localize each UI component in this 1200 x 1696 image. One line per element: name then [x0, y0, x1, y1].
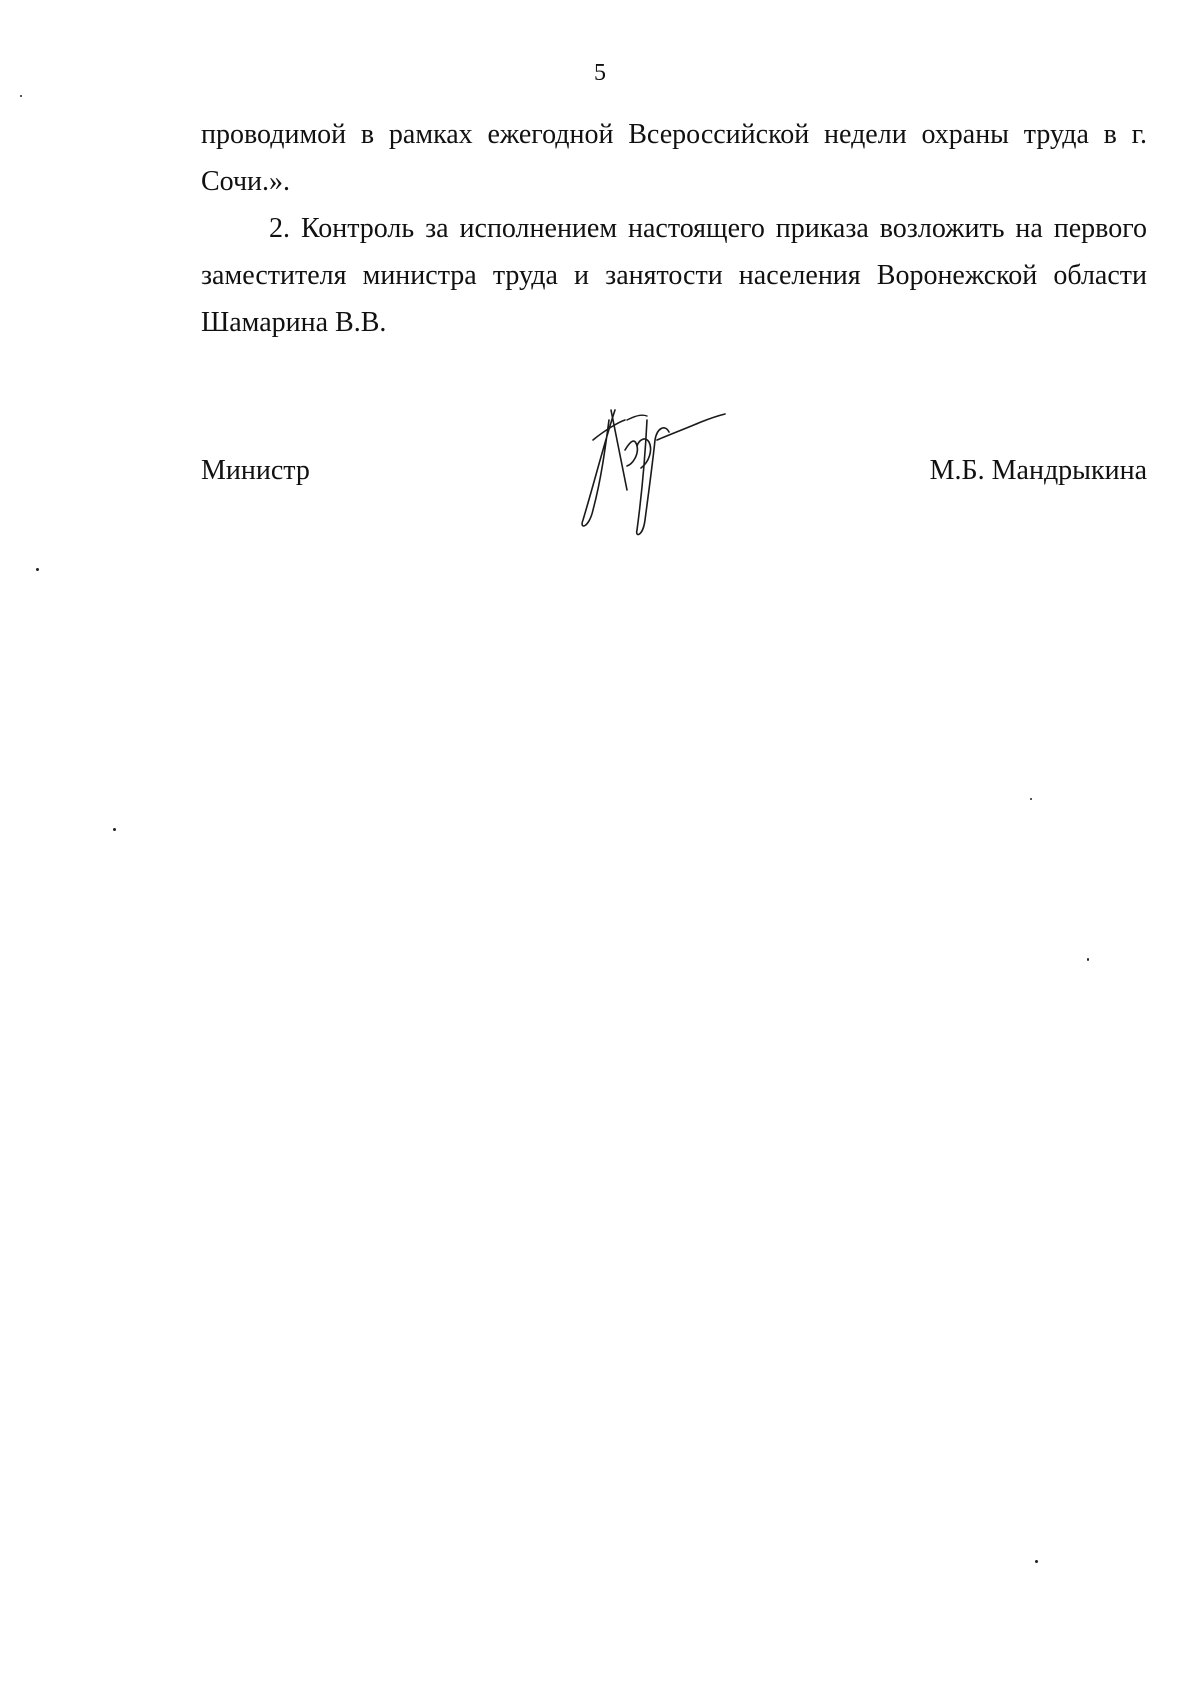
scan-speck	[113, 828, 116, 831]
scan-speck	[1035, 1560, 1038, 1563]
scan-speck	[20, 95, 22, 97]
signatory-name: М.Б. Мандрыкина	[929, 455, 1147, 486]
page-number: 5	[594, 60, 606, 86]
scan-speck	[1087, 958, 1089, 961]
paragraph-control-clause: 2. Контроль за исполнением настоящего приказа возложить на первого заместителя министра труда и занятости населения Воронежской области Шамарина В.В.	[201, 213, 1147, 338]
signatory-title: Министр	[201, 455, 310, 486]
scan-speck	[36, 568, 39, 571]
handwritten-signature	[575, 380, 735, 540]
paragraph-continuation: проводимой в рамках ежегодной Всероссийской недели охраны труда в г. Сочи.».	[201, 119, 1147, 197]
scan-speck	[1030, 798, 1032, 800]
